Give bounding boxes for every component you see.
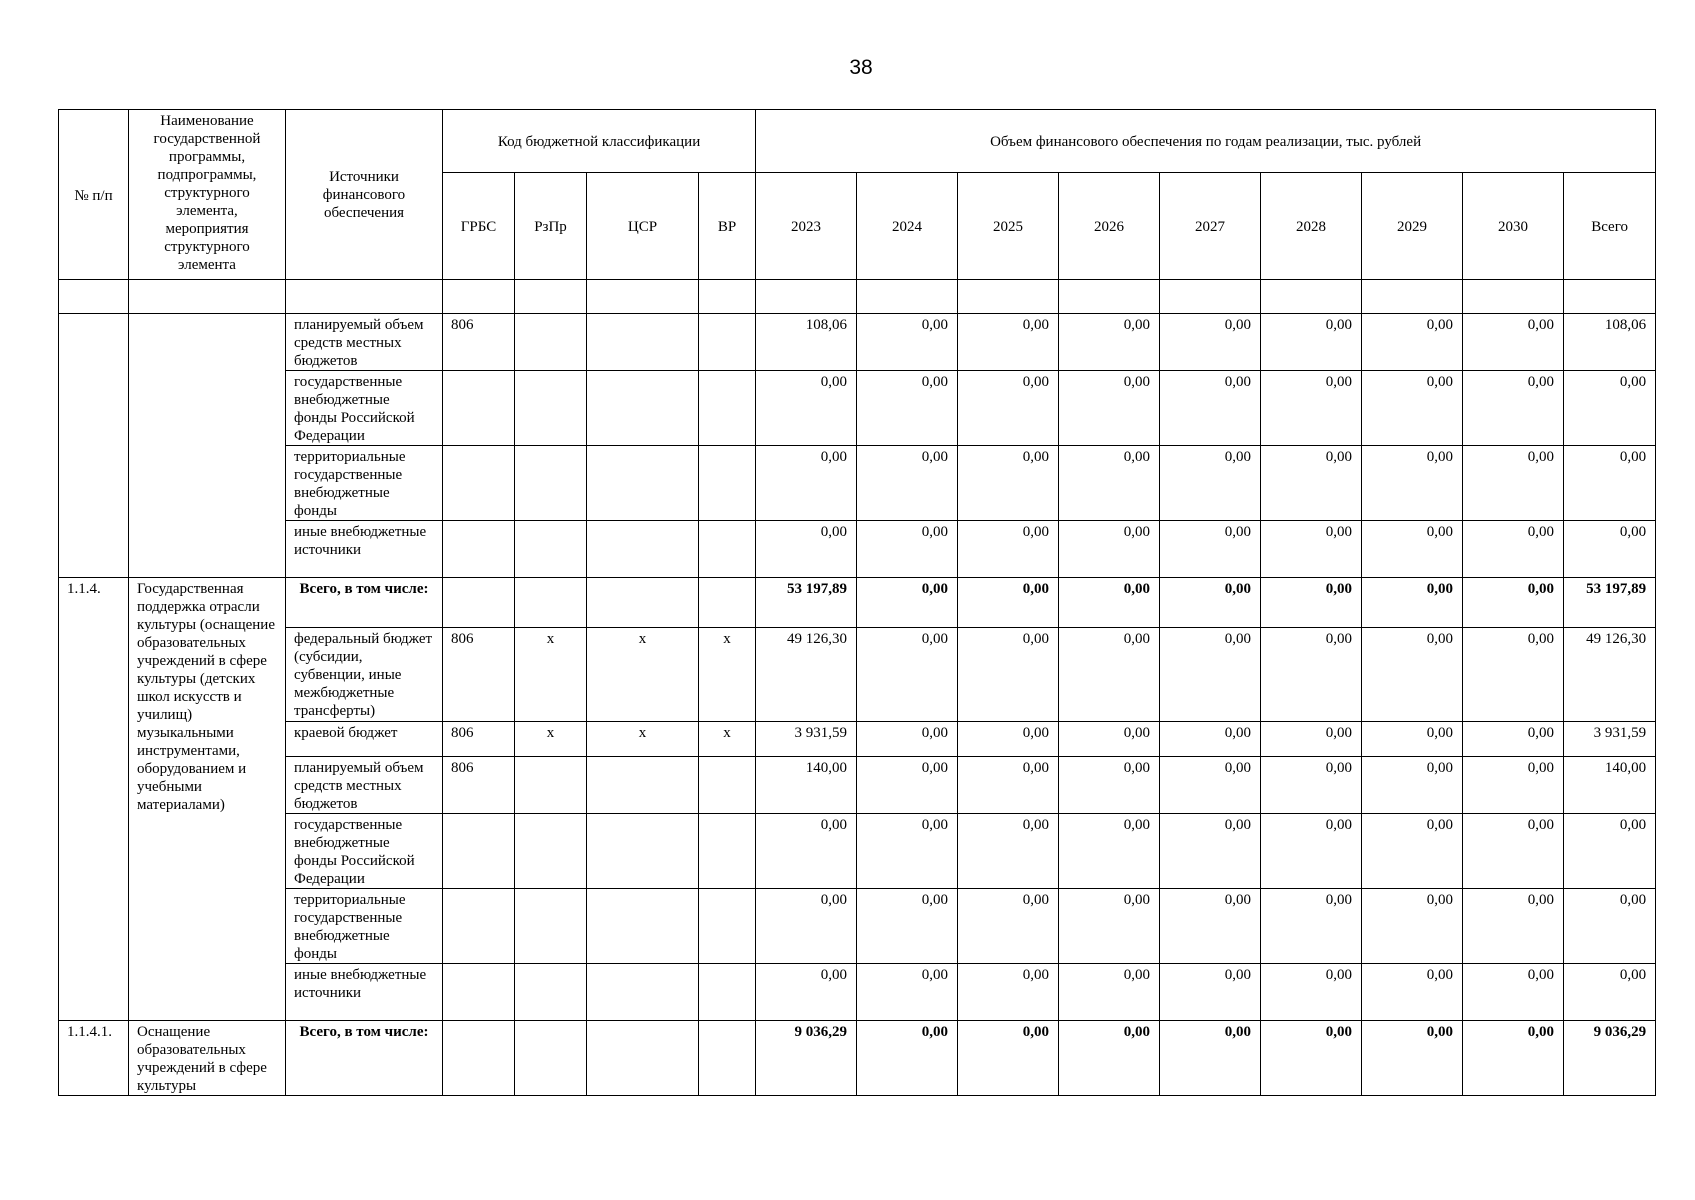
value-year: 140,00 xyxy=(756,757,857,814)
header-num: № п/п xyxy=(59,110,129,280)
vr-code xyxy=(699,521,756,578)
header-year: 2028 xyxy=(1261,173,1362,280)
value-year: 0,00 xyxy=(1261,1021,1362,1096)
header-total: Всего xyxy=(1564,173,1656,280)
csr-code xyxy=(587,889,699,964)
value-year: 0,00 xyxy=(958,1021,1059,1096)
value-total: 53 197,89 xyxy=(1564,578,1656,628)
value-year: 0,00 xyxy=(1463,1021,1564,1096)
value-year: 0,00 xyxy=(857,814,958,889)
funding-source: иные внебюджетные источники xyxy=(286,964,443,1021)
grbs-code xyxy=(443,446,515,521)
value-year: 53 197,89 xyxy=(756,578,857,628)
value-year: 0,00 xyxy=(1362,757,1463,814)
rzpr-code xyxy=(515,814,587,889)
value-year: 0,00 xyxy=(756,814,857,889)
value-year: 0,00 xyxy=(1463,964,1564,1021)
header-grbs: ГРБС xyxy=(443,173,515,280)
program-name xyxy=(129,314,286,578)
value-year: 0,00 xyxy=(1261,371,1362,446)
table-row xyxy=(59,1021,1656,1096)
value-year: 0,00 xyxy=(1059,371,1160,446)
value-total: 9 036,29 xyxy=(1564,1021,1656,1096)
vr-code xyxy=(699,814,756,889)
value-year: 0,00 xyxy=(1463,757,1564,814)
table-row xyxy=(59,446,1656,521)
grbs-code: 806 xyxy=(443,722,515,757)
value-year: 0,00 xyxy=(756,964,857,1021)
value-year: 0,00 xyxy=(1362,722,1463,757)
value-year: 0,00 xyxy=(1160,578,1261,628)
value-total: 0,00 xyxy=(1564,521,1656,578)
value-year: 0,00 xyxy=(1362,814,1463,889)
csr-code xyxy=(587,578,699,628)
rzpr-code xyxy=(515,446,587,521)
value-year: 0,00 xyxy=(1362,1021,1463,1096)
value-year: 49 126,30 xyxy=(756,628,857,722)
value-year: 0,00 xyxy=(857,314,958,371)
funding-source: государственные внебюджетные фонды Российской Федерации xyxy=(286,814,443,889)
funding-source: краевой бюджет xyxy=(286,722,443,757)
rzpr-code xyxy=(515,889,587,964)
value-year: 0,00 xyxy=(1362,889,1463,964)
value-year: 0,00 xyxy=(1362,446,1463,521)
rzpr-code: х xyxy=(515,628,587,722)
table-body xyxy=(59,314,1656,1096)
table-row xyxy=(59,578,1656,628)
value-year: 0,00 xyxy=(958,964,1059,1021)
header-year: 2023 xyxy=(756,173,857,280)
value-year: 0,00 xyxy=(958,757,1059,814)
rzpr-code xyxy=(515,757,587,814)
value-year: 0,00 xyxy=(1059,521,1160,578)
value-total: 140,00 xyxy=(1564,757,1656,814)
grbs-code xyxy=(443,578,515,628)
grbs-code xyxy=(443,521,515,578)
funding-source: федеральный бюджет (субсидии, субвенции, иные межбюджетные трансферты) xyxy=(286,628,443,722)
value-year: 0,00 xyxy=(958,889,1059,964)
funding-source: Всего, в том числе: xyxy=(286,578,443,628)
funding-source: государственные внебюджетные фонды Российской Федерации xyxy=(286,371,443,446)
value-year: 0,00 xyxy=(958,578,1059,628)
rzpr-code xyxy=(515,521,587,578)
vr-code xyxy=(699,1021,756,1096)
csr-code xyxy=(587,1021,699,1096)
grbs-code xyxy=(443,889,515,964)
value-year: 0,00 xyxy=(857,371,958,446)
value-total: 0,00 xyxy=(1564,446,1656,521)
value-year: 0,00 xyxy=(1261,446,1362,521)
value-year: 0,00 xyxy=(1362,371,1463,446)
value-year: 0,00 xyxy=(1362,521,1463,578)
table-row xyxy=(59,814,1656,889)
value-year: 0,00 xyxy=(1261,578,1362,628)
value-year: 0,00 xyxy=(857,1021,958,1096)
value-year: 3 931,59 xyxy=(756,722,857,757)
value-total: 108,06 xyxy=(1564,314,1656,371)
value-year: 0,00 xyxy=(1160,1021,1261,1096)
value-year: 0,00 xyxy=(1261,521,1362,578)
row-number xyxy=(59,314,129,578)
value-year: 0,00 xyxy=(958,446,1059,521)
grbs-code xyxy=(443,1021,515,1096)
value-year: 0,00 xyxy=(1463,446,1564,521)
value-year: 0,00 xyxy=(958,628,1059,722)
value-year: 0,00 xyxy=(756,371,857,446)
value-year: 0,00 xyxy=(1059,446,1160,521)
value-year: 0,00 xyxy=(756,889,857,964)
spacer-row xyxy=(59,280,1656,314)
table-row xyxy=(59,722,1656,757)
value-year: 0,00 xyxy=(1160,757,1261,814)
value-year: 0,00 xyxy=(1463,521,1564,578)
grbs-code: 806 xyxy=(443,628,515,722)
value-year: 9 036,29 xyxy=(756,1021,857,1096)
header-rzpr: РзПр xyxy=(515,173,587,280)
value-year: 0,00 xyxy=(1059,814,1160,889)
header-kbk: Код бюджетной классификации xyxy=(443,110,756,173)
program-name: Государственная поддержка отрасли культуры (оснащение образовательных учреждений в сфере культуры (детских школ искусств и училищ) музыкальными инструментами, оборудованием и учебными материалами) xyxy=(129,578,286,1021)
rzpr-code: х xyxy=(515,722,587,757)
value-year: 0,00 xyxy=(857,964,958,1021)
value-year: 0,00 xyxy=(1160,446,1261,521)
value-total: 0,00 xyxy=(1564,371,1656,446)
value-year: 0,00 xyxy=(1463,371,1564,446)
vr-code xyxy=(699,578,756,628)
value-year: 0,00 xyxy=(1261,628,1362,722)
funding-source: территориальные государственные внебюджетные фонды xyxy=(286,446,443,521)
rzpr-code xyxy=(515,314,587,371)
vr-code xyxy=(699,314,756,371)
value-year: 0,00 xyxy=(857,889,958,964)
value-total: 3 931,59 xyxy=(1564,722,1656,757)
funding-source: планируемый объем средств местных бюджетов xyxy=(286,757,443,814)
table-row xyxy=(59,757,1656,814)
value-year: 0,00 xyxy=(958,521,1059,578)
value-year: 0,00 xyxy=(1261,964,1362,1021)
funding-source: Всего, в том числе: xyxy=(286,1021,443,1096)
value-year: 0,00 xyxy=(756,521,857,578)
csr-code xyxy=(587,371,699,446)
value-year: 0,00 xyxy=(1160,964,1261,1021)
header-vr: ВР xyxy=(699,173,756,280)
value-year: 0,00 xyxy=(1160,722,1261,757)
csr-code xyxy=(587,521,699,578)
value-year: 0,00 xyxy=(1261,314,1362,371)
value-year: 0,00 xyxy=(1059,722,1160,757)
row-number: 1.1.4.1. xyxy=(59,1021,129,1096)
vr-code xyxy=(699,757,756,814)
grbs-code xyxy=(443,964,515,1021)
csr-code xyxy=(587,757,699,814)
rzpr-code xyxy=(515,371,587,446)
value-year: 0,00 xyxy=(958,722,1059,757)
value-total: 0,00 xyxy=(1564,814,1656,889)
value-year: 0,00 xyxy=(1160,371,1261,446)
table-row xyxy=(59,521,1656,578)
value-year: 0,00 xyxy=(857,446,958,521)
grbs-code: 806 xyxy=(443,757,515,814)
value-year: 0,00 xyxy=(1261,757,1362,814)
grbs-code xyxy=(443,371,515,446)
rzpr-code xyxy=(515,964,587,1021)
value-year: 0,00 xyxy=(1160,889,1261,964)
vr-code: х xyxy=(699,722,756,757)
header-year: 2030 xyxy=(1463,173,1564,280)
value-year: 0,00 xyxy=(1059,1021,1160,1096)
header-name: Наименование государственной программы, подпрограммы, структурного элемента, мероприятия структурного элемента xyxy=(129,110,286,280)
value-total: 0,00 xyxy=(1564,889,1656,964)
value-year: 0,00 xyxy=(857,757,958,814)
value-year: 0,00 xyxy=(1362,314,1463,371)
value-year: 0,00 xyxy=(1059,757,1160,814)
rzpr-code xyxy=(515,578,587,628)
funding-source: планируемый объем средств местных бюджетов xyxy=(286,314,443,371)
header-year: 2026 xyxy=(1059,173,1160,280)
value-year: 0,00 xyxy=(1160,314,1261,371)
value-year: 0,00 xyxy=(1059,628,1160,722)
value-year: 0,00 xyxy=(1261,814,1362,889)
value-total: 49 126,30 xyxy=(1564,628,1656,722)
value-year: 0,00 xyxy=(1261,889,1362,964)
value-year: 0,00 xyxy=(1059,889,1160,964)
rzpr-code xyxy=(515,1021,587,1096)
value-year: 0,00 xyxy=(756,446,857,521)
value-year: 0,00 xyxy=(1463,722,1564,757)
header-year: 2029 xyxy=(1362,173,1463,280)
value-year: 0,00 xyxy=(1059,578,1160,628)
value-year: 0,00 xyxy=(1059,314,1160,371)
value-year: 0,00 xyxy=(1160,628,1261,722)
value-year: 0,00 xyxy=(1463,628,1564,722)
value-year: 0,00 xyxy=(958,814,1059,889)
header-csr: ЦСР xyxy=(587,173,699,280)
table-row xyxy=(59,964,1656,1021)
value-year: 108,06 xyxy=(756,314,857,371)
grbs-code: 806 xyxy=(443,314,515,371)
value-total: 0,00 xyxy=(1564,964,1656,1021)
vr-code xyxy=(699,371,756,446)
page-number: 38 xyxy=(849,56,873,79)
csr-code xyxy=(587,964,699,1021)
header-year: 2025 xyxy=(958,173,1059,280)
table-row xyxy=(59,628,1656,722)
table-row xyxy=(59,889,1656,964)
header-year: 2027 xyxy=(1160,173,1261,280)
table-row xyxy=(59,371,1656,446)
program-name: Оснащение образовательных учреждений в сфере культуры xyxy=(129,1021,286,1096)
header-year: 2024 xyxy=(857,173,958,280)
value-year: 0,00 xyxy=(857,628,958,722)
vr-code: х xyxy=(699,628,756,722)
header-sources: Источники финансового обеспечения xyxy=(286,110,443,280)
grbs-code xyxy=(443,814,515,889)
value-year: 0,00 xyxy=(1463,314,1564,371)
value-year: 0,00 xyxy=(958,371,1059,446)
value-year: 0,00 xyxy=(1160,521,1261,578)
vr-code xyxy=(699,889,756,964)
csr-code: х xyxy=(587,722,699,757)
value-year: 0,00 xyxy=(1160,814,1261,889)
funding-source: иные внебюджетные источники xyxy=(286,521,443,578)
funding-source: территориальные государственные внебюджетные фонды xyxy=(286,889,443,964)
budget-table xyxy=(58,109,1656,1096)
csr-code xyxy=(587,446,699,521)
csr-code xyxy=(587,314,699,371)
value-year: 0,00 xyxy=(1059,964,1160,1021)
csr-code xyxy=(587,814,699,889)
vr-code xyxy=(699,446,756,521)
value-year: 0,00 xyxy=(1362,578,1463,628)
csr-code: х xyxy=(587,628,699,722)
value-year: 0,00 xyxy=(857,722,958,757)
table-row xyxy=(59,314,1656,371)
value-year: 0,00 xyxy=(1463,814,1564,889)
value-year: 0,00 xyxy=(958,314,1059,371)
value-year: 0,00 xyxy=(1261,722,1362,757)
value-year: 0,00 xyxy=(857,521,958,578)
value-year: 0,00 xyxy=(1463,578,1564,628)
row-number: 1.1.4. xyxy=(59,578,129,1021)
value-year: 0,00 xyxy=(1362,628,1463,722)
header-volume: Объем финансового обеспечения по годам реализации, тыс. рублей xyxy=(756,110,1656,173)
vr-code xyxy=(699,964,756,1021)
value-year: 0,00 xyxy=(1362,964,1463,1021)
value-year: 0,00 xyxy=(857,578,958,628)
value-year: 0,00 xyxy=(1463,889,1564,964)
